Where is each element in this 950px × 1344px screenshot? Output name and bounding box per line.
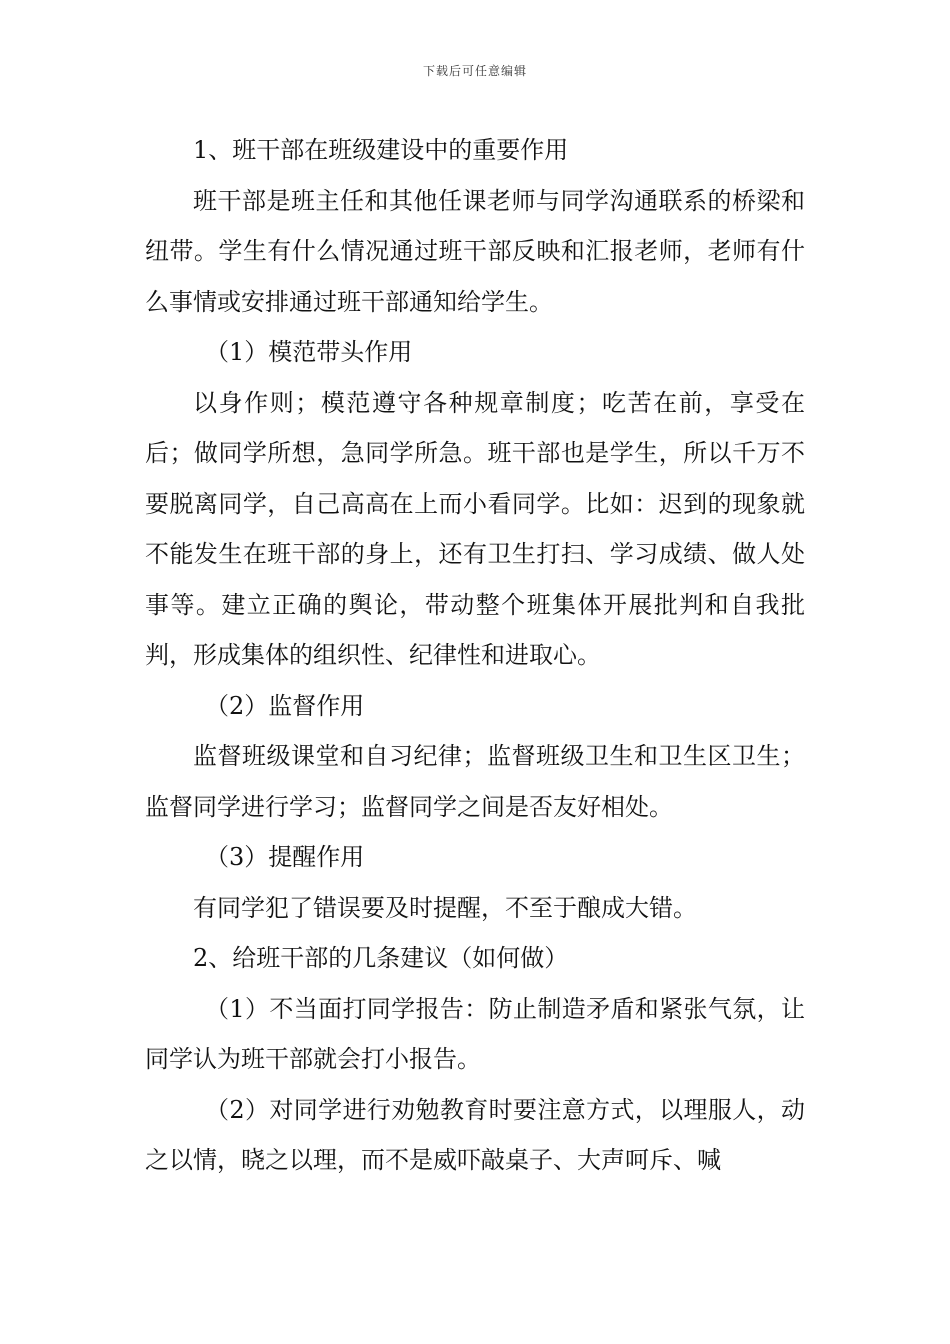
subheading-reminder-role: （3）提醒作用 bbox=[205, 843, 365, 871]
paragraph-advice-1: （1）不当面打同学报告：防止制造矛盾和紧张气氛，让同学认为班干部就会打小报告。 bbox=[145, 994, 805, 1073]
subheading-supervision-role: （2）监督作用 bbox=[205, 691, 365, 720]
section-heading-2: 2、给班干部的几条建议（如何做） bbox=[193, 944, 569, 972]
paragraph-reminder-role: 有同学犯了错误要及时提醒，不至于酿成大错。 bbox=[193, 893, 697, 922]
paragraph-advice-2: （2）对同学进行劝勉教育时要注意方式，以理服人，动之以情，晓之以理，而不是威吓敲桌子、大声呵斥、喊 bbox=[145, 1095, 805, 1174]
paragraph-model-role: 以身作则；模范遵守各种规章制度；吃苦在前，享受在后；做同学所想，急同学所急。班干部也是学生，所以千万不要脱离同学，自己高高在上而小看同学。比如：迟到的现象就不能发生在班干部的身上，还有卫生打扫、学习成绩、做人处事等。建立正确的舆论，带动整个班集体开展批判和自我批判，形成集体的组织性、纪律性和进取心。 bbox=[145, 388, 805, 669]
paragraph-supervision-role: 监督班级课堂和自习纪律；监督班级卫生和卫生区卫生；监督同学进行学习；监督同学之间是否友好相处。 bbox=[145, 742, 805, 821]
subheading-model-role: （1）模范带头作用 bbox=[205, 338, 413, 366]
section-heading-1: 1、班干部在班级建设中的重要作用 bbox=[193, 136, 569, 164]
page-header-note: 下载后可任意编辑 bbox=[422, 64, 527, 78]
paragraph-bridge-role: 班干部是班主任和其他任课老师与同学沟通联系的桥梁和纽带。学生有什么情况通过班干部反映和汇报老师，老师有什么事情或安排通过班干部通知给学生。 bbox=[145, 186, 805, 316]
document-body bbox=[145, 125, 805, 1186]
